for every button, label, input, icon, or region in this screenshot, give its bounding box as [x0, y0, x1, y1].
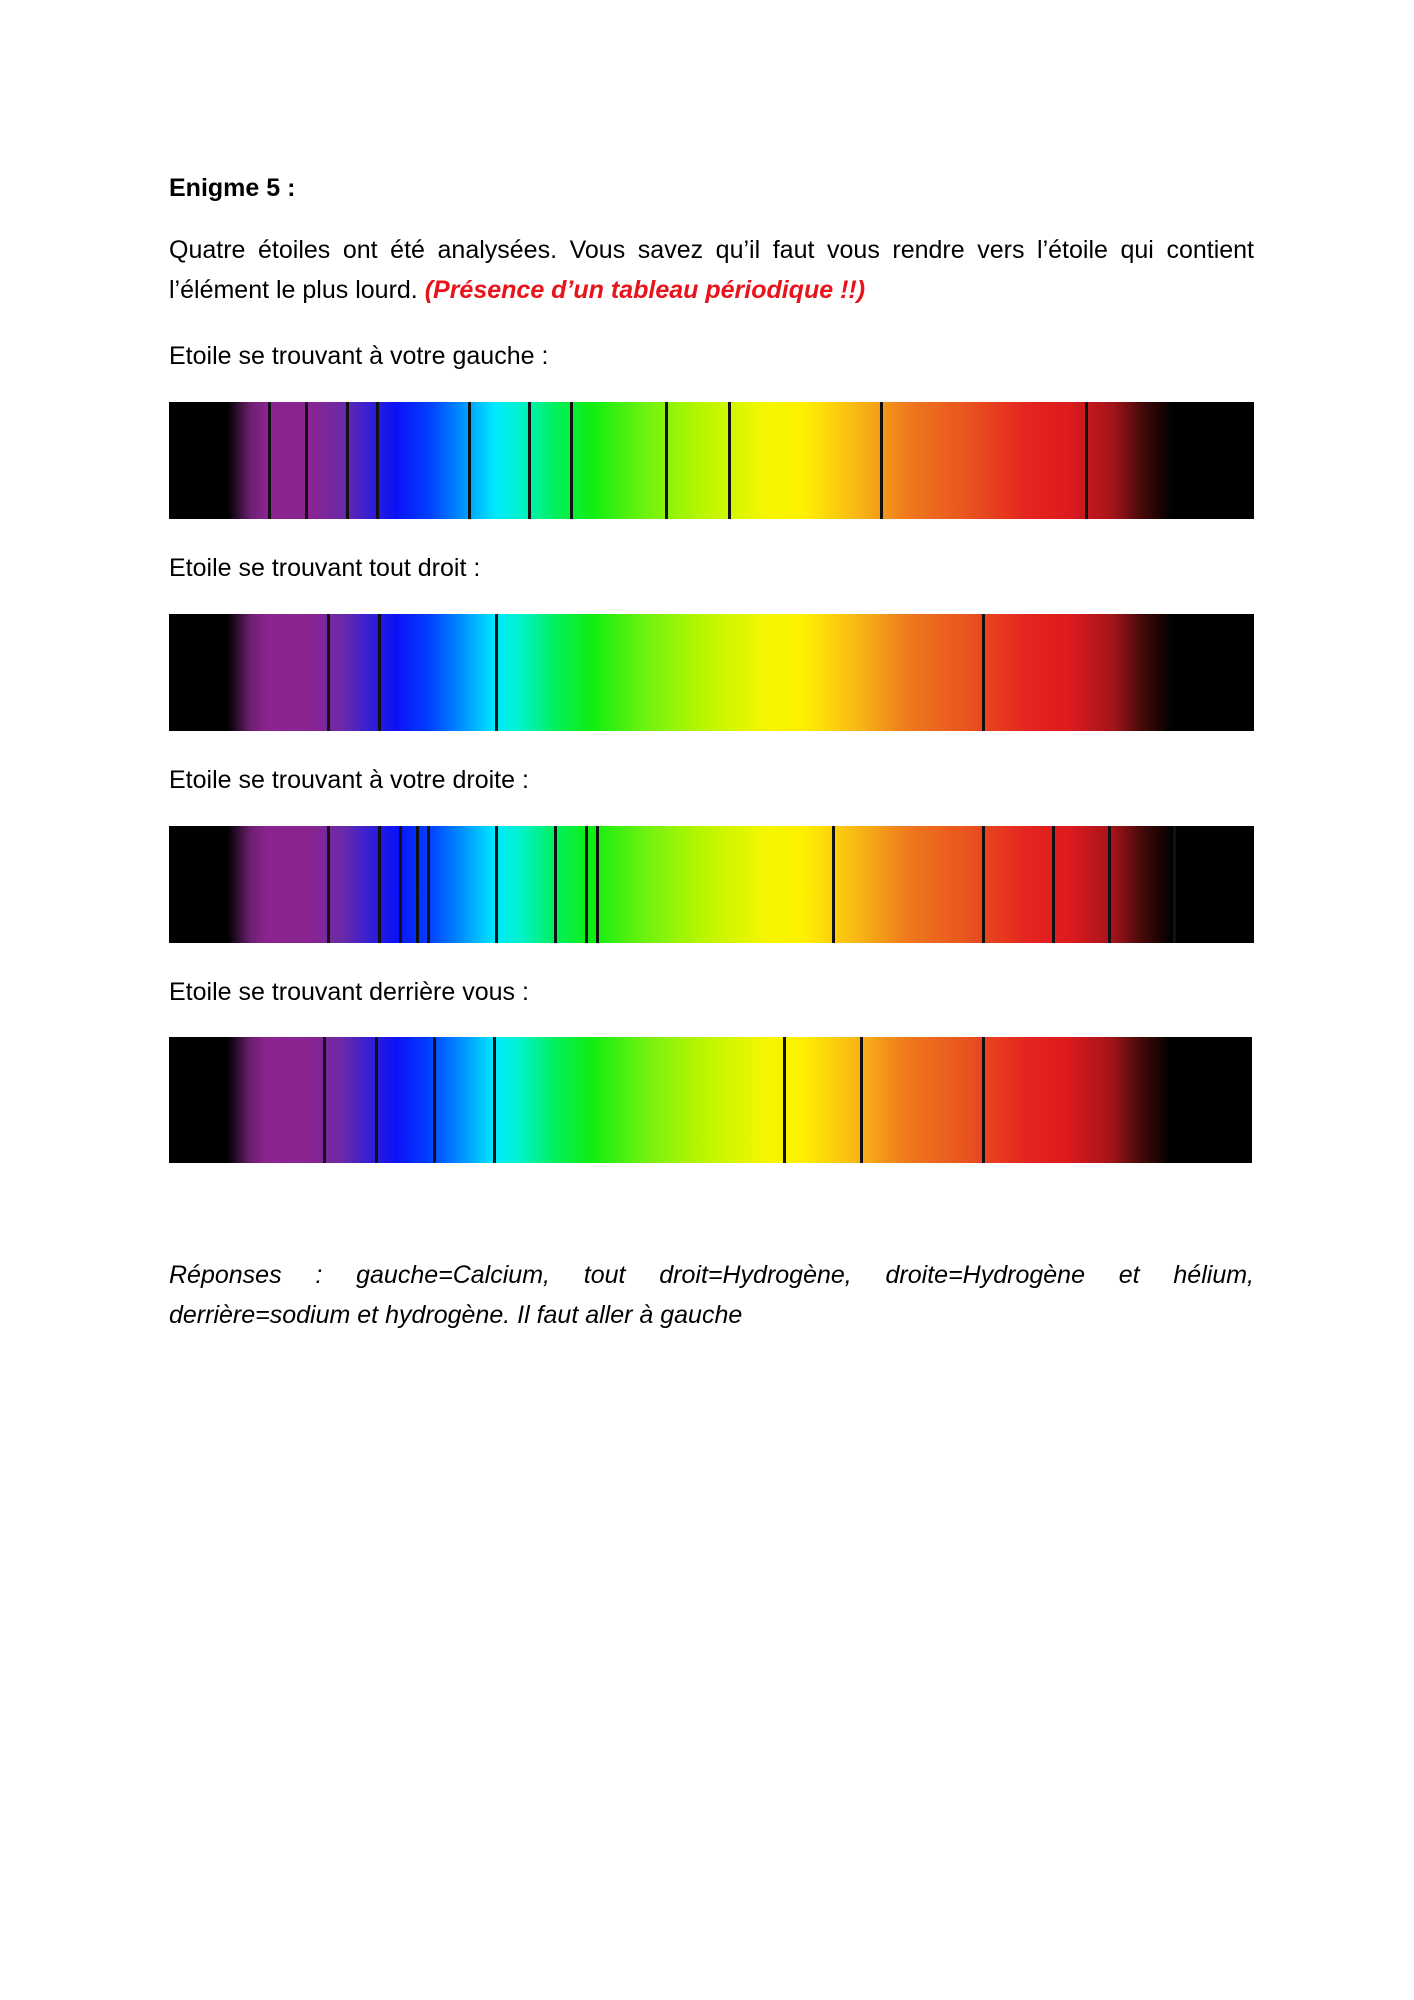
absorption-line: [327, 826, 330, 943]
absorption-line: [1052, 826, 1055, 943]
star-left-spectrum: [169, 402, 1254, 519]
absorption-line: [468, 402, 471, 519]
absorption-line: [596, 826, 599, 943]
absorption-line: [427, 826, 430, 943]
absorption-line: [495, 826, 498, 943]
absorption-line: [378, 826, 381, 943]
periodic-table-note: (Présence d’un tableau périodique !!): [424, 276, 866, 304]
enigma-title: Enigme 5 :: [169, 174, 296, 202]
absorption-line: [399, 826, 402, 943]
star-straight-spectrum: [169, 614, 1254, 731]
absorption-line: [493, 1037, 496, 1163]
absorption-line: [495, 614, 498, 731]
absorption-line: [327, 614, 330, 731]
star-straight-label: Etoile se trouvant tout droit :: [169, 554, 481, 582]
absorption-line: [378, 614, 381, 731]
star-right-spectrum: [169, 826, 1254, 943]
absorption-line: [570, 402, 573, 519]
absorption-line: [585, 826, 588, 943]
absorption-line: [832, 826, 835, 943]
absorption-line: [665, 402, 668, 519]
star-behind-spectrum: [169, 1037, 1252, 1163]
absorption-line: [1108, 826, 1111, 943]
absorption-line: [376, 402, 379, 519]
absorption-line: [982, 1037, 985, 1163]
absorption-line: [728, 402, 731, 519]
absorption-line: [375, 1037, 378, 1163]
absorption-line: [554, 826, 557, 943]
absorption-line: [323, 1037, 326, 1163]
star-right-label: Etoile se trouvant à votre droite :: [169, 766, 529, 794]
absorption-line: [268, 402, 271, 519]
absorption-line: [860, 1037, 863, 1163]
absorption-line: [1173, 826, 1176, 943]
absorption-line: [783, 1037, 786, 1163]
star-behind-label: Etoile se trouvant derrière vous :: [169, 978, 529, 1006]
absorption-line: [416, 826, 419, 943]
absorption-line: [528, 402, 531, 519]
star-left-label: Etoile se trouvant à votre gauche :: [169, 342, 549, 370]
absorption-line: [305, 402, 308, 519]
absorption-line: [982, 826, 985, 943]
intro-paragraph: [169, 230, 1254, 310]
absorption-line: [346, 402, 349, 519]
answers-paragraph: Réponses : gauche=Calcium, tout droit=Hydrogène, droite=Hydrogène et hélium, derrière=sodium et hydrogène. Il faut aller à gauche: [169, 1261, 1254, 1329]
absorption-line: [982, 614, 985, 731]
absorption-line: [1085, 402, 1088, 519]
absorption-line: [433, 1037, 436, 1163]
absorption-line: [880, 402, 883, 519]
intro-text: Quatre étoiles ont été analysées. Vous savez qu’il faut vous rendre vers l’étoile qui contient l’élément le plus lourd.: [169, 236, 1254, 304]
